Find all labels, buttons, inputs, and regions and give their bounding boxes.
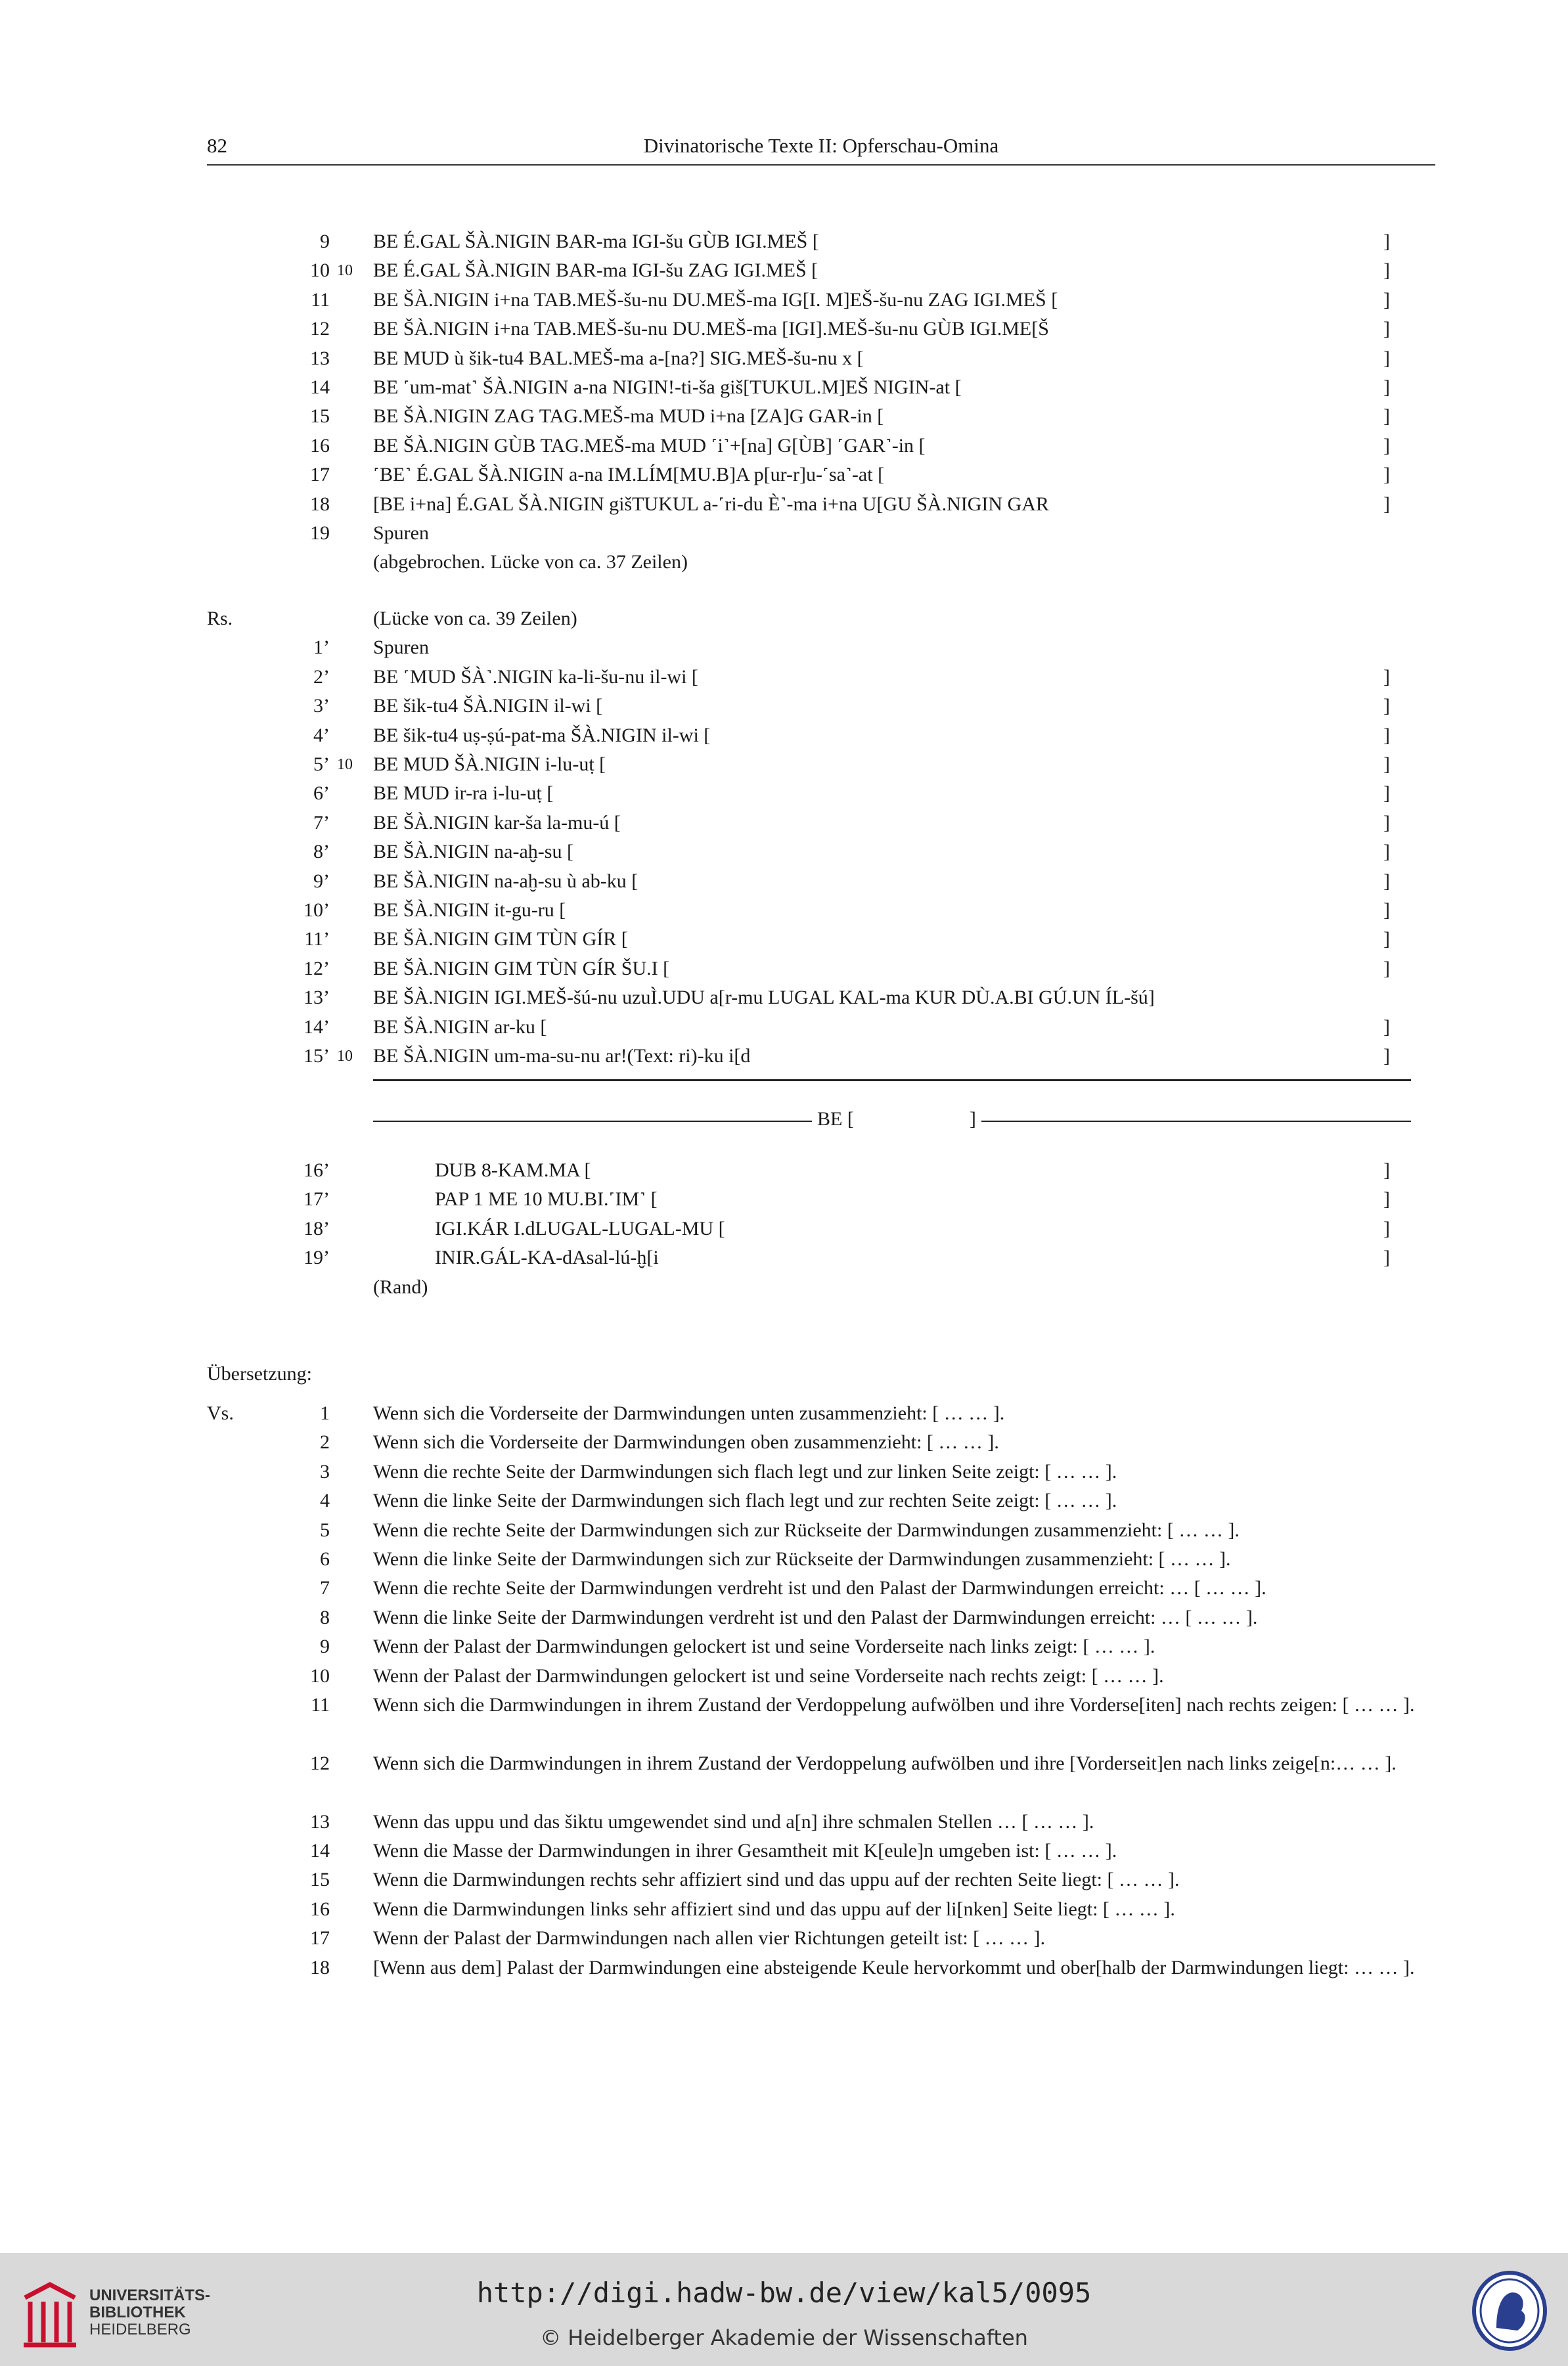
reverse-line <box>0 604 1568 633</box>
translation-line <box>0 1865 1568 1894</box>
transliteration-text: BE ŠÀ.NIGIN kar-ša la-mu-ú [ <box>373 811 621 834</box>
colophon-line <box>0 1185 1568 1214</box>
transliteration-text: DUB 8-KAM.MA [ <box>435 1159 591 1181</box>
transliteration-text: BE ŠÀ.NIGIN GÙB TAG.MEŠ-ma MUD ˹i˺+[na] G[ÙB] ˹GAR˺-in [ <box>373 434 926 457</box>
translation-heading-row <box>0 1360 1568 1389</box>
catchline-text: BE [ ] <box>817 1108 976 1130</box>
closing-bracket: ] <box>1383 288 1390 311</box>
reverse-line <box>0 721 1568 750</box>
colophon-line <box>0 1215 1568 1243</box>
catchline <box>373 1105 1411 1134</box>
transliteration-text: (Rand) <box>373 1276 428 1298</box>
closing-bracket: ] <box>1383 665 1390 688</box>
line-number: 19 <box>310 522 330 544</box>
translation-text: Wenn die linke Seite der Darmwindungen sich flach legt und zur rechten Seite zeigt: [ … … ]. <box>373 1490 1117 1512</box>
margin-marker: 10 <box>337 756 353 773</box>
reverse-line <box>0 750 1568 779</box>
transliteration-text: BE šik-tu4 uṣ-ṣú-pat-ma ŠÀ.NIGIN il-wi [ <box>373 724 711 746</box>
obverse-line <box>0 344 1568 373</box>
transliteration-text: BE MUD ŠÀ.NIGIN i-lu-uṭ [ <box>373 753 606 775</box>
transliteration-text: Spuren <box>373 522 429 544</box>
line-number: 19’ <box>303 1247 330 1269</box>
line-number: 18’ <box>303 1217 330 1239</box>
obverse-line <box>0 460 1568 489</box>
closing-bracket: ] <box>1383 1159 1390 1181</box>
transliteration-text: BE ŠÀ.NIGIN GIM TÙN GÍR [ <box>373 928 628 950</box>
line-number: 13’ <box>303 987 330 1009</box>
transliteration-text: BE MUD ù šik-tu4 BAL.MEŠ-ma a-[na?] SIG.MEŠ-šu-nu x [ <box>373 347 864 369</box>
translation-text: Wenn die rechte Seite der Darmwindungen sich zur Rückseite der Darmwindungen zusammenzieht: [ … … ]. <box>373 1519 1240 1541</box>
closing-bracket: ] <box>1383 899 1390 921</box>
line-number: 11 <box>311 288 330 311</box>
translation-line <box>0 1749 1568 1807</box>
obverse-line <box>0 227 1568 256</box>
translation-text: Wenn die Darmwindungen links sehr affiziert sind und das uppu auf der li[nken] Seite liegt: [ … … ]. <box>373 1898 1175 1920</box>
transliteration-text: BE ŠÀ.NIGIN IGI.MEŠ-šú-nu uzuÌ.UDU a[r-mu LUGAL KAL-ma KUR DÙ.A.BI GÚ.UN ÍL-šú] <box>373 987 1155 1009</box>
translation-line <box>0 1632 1568 1661</box>
reverse-line <box>0 867 1568 896</box>
transliteration-text: BE ŠÀ.NIGIN it-gu-ru [ <box>373 899 566 921</box>
section-label: Vs. <box>207 1402 234 1424</box>
closing-bracket: ] <box>1383 841 1390 863</box>
closing-bracket: ] <box>1383 928 1390 950</box>
line-number: 9 <box>320 1636 330 1658</box>
closing-bracket: ] <box>1383 464 1390 486</box>
transliteration-text: BE ˹MUD ŠÀ˺.NIGIN ka-li-šu-nu il-wi [ <box>373 665 698 688</box>
line-number: 17 <box>310 464 330 486</box>
reverse-line <box>0 809 1568 837</box>
translation-line <box>0 1545 1568 1574</box>
closing-bracket: ] <box>1383 1188 1390 1211</box>
translation-text: Wenn die Darmwindungen rechts sehr affiziert sind und das uppu auf der rechten Seite liegt: [ … … ]. <box>373 1869 1180 1891</box>
translation-line <box>0 1953 1568 2011</box>
translation-line <box>0 1516 1568 1545</box>
transliteration-text: BE ŠÀ.NIGIN GIM TÙN GÍR ŠU.I [ <box>373 957 670 979</box>
translation-line <box>0 1691 1568 1749</box>
transliteration-text: BE ŠÀ.NIGIN ar-ku [ <box>373 1016 547 1038</box>
copyright-notice: © Heidelberger Akademie der Wissenschaften <box>540 2325 1028 2350</box>
line-number: 11 <box>311 1694 330 1716</box>
line-number: 12’ <box>303 957 330 979</box>
reverse-line <box>0 1042 1568 1071</box>
closing-bracket: ] <box>1383 695 1390 717</box>
transliteration-text: (abgebrochen. Lücke von ca. 37 Zeilen) <box>373 551 688 573</box>
line-number: 3’ <box>313 695 330 717</box>
line-number: 3 <box>320 1460 330 1483</box>
translation-line <box>0 1486 1568 1515</box>
line-number: 9’ <box>313 870 330 892</box>
transliteration-text: BE MUD ir-ra i-lu-uṭ [ <box>373 782 554 805</box>
obverse-line <box>0 286 1568 315</box>
academy-seal-icon <box>1470 2269 1549 2353</box>
closing-bracket: ] <box>1383 811 1390 834</box>
translation-text: Wenn sich die Darmwindungen in ihrem Zustand der Verdoppelung aufwölben und ihre [Vorderseit]en nach links zeige[n:… … ]. <box>373 1752 1397 1774</box>
translation-text: Wenn die rechte Seite der Darmwindungen sich flach legt und zur linken Seite zeigt: [ … … ]. <box>373 1460 1117 1483</box>
line-number: 5 <box>320 1519 330 1541</box>
obverse-line <box>0 490 1568 519</box>
translation-text: Wenn der Palast der Darmwindungen gelockert ist und seine Vorderseite nach rechts zeigt: [ … … ]. <box>373 1664 1164 1687</box>
reverse-line <box>0 779 1568 808</box>
reverse-line <box>0 896 1568 925</box>
closing-bracket: ] <box>1383 724 1390 746</box>
translation-text: Wenn die rechte Seite der Darmwindungen verdreht ist und den Palast der Darmwindungen erreicht: … [ … … ]. <box>373 1577 1266 1599</box>
section-label: Rs. <box>207 608 233 629</box>
line-number: 6’ <box>313 782 330 805</box>
line-number: 6 <box>320 1548 330 1570</box>
reverse-line <box>0 837 1568 866</box>
line-number: 7 <box>320 1577 330 1599</box>
translation-text: Wenn die linke Seite der Darmwindungen sich zur Rückseite der Darmwindungen zusammenzieht: [ … … ]. <box>373 1548 1231 1570</box>
closing-bracket: ] <box>1383 405 1390 428</box>
colophon-line <box>0 1243 1568 1272</box>
closing-bracket: ] <box>1383 1247 1390 1269</box>
line-number: 16 <box>310 1898 330 1920</box>
line-number: 16 <box>310 434 330 457</box>
transliteration-text: (Lücke von ca. 39 Zeilen) <box>373 608 577 629</box>
translation-line <box>0 1895 1568 1924</box>
line-number: 13 <box>310 347 330 369</box>
obverse-line <box>0 256 1568 285</box>
line-number: 8’ <box>313 841 330 863</box>
line-number: 13 <box>310 1810 330 1833</box>
translation-line <box>0 1603 1568 1632</box>
line-number: 14 <box>310 376 330 398</box>
page-number: 82 <box>207 134 227 157</box>
line-number: 10 <box>310 259 330 282</box>
line-number: 2’ <box>313 665 330 688</box>
translation-line <box>0 1428 1568 1457</box>
line-number: 10’ <box>303 899 330 921</box>
translation-line <box>0 1924 1568 1953</box>
obverse-line <box>0 373 1568 402</box>
line-number: 18 <box>310 493 330 515</box>
line-number: 9 <box>320 231 330 252</box>
transliteration-text: BE ŠÀ.NIGIN i+na TAB.MEŠ-šu-nu DU.MEŠ-ma [IGI].MEŠ-šu-nu GÙB IGI.ME[Š <box>373 318 1049 340</box>
transliteration-text: INIR.GÁL-KA-dAsal-lú-ḫ[i <box>435 1247 659 1269</box>
transliteration-text: BE šik-tu4 ŠÀ.NIGIN il-wi [ <box>373 695 603 717</box>
transliteration-text: [BE i+na] É.GAL ŠÀ.NIGIN gišTUKUL a-˹ri-du È˺-ma i+na U[GU ŠÀ.NIGIN GAR <box>373 493 1049 515</box>
transliteration-text: IGI.KÁR I.dLUGAL-LUGAL-MU [ <box>435 1217 725 1239</box>
transliteration-text: BE ŠÀ.NIGIN i+na TAB.MEŠ-šu-nu DU.MEŠ-ma IG[I. M]EŠ-šu-nu ZAG IGI.MEŠ [ <box>373 288 1058 311</box>
footer-bar <box>0 2253 1568 2366</box>
reverse-line <box>0 954 1568 983</box>
transliteration-text: BE É.GAL ŠÀ.NIGIN BAR-ma IGI-šu GÙB IGI.MEŠ [ <box>373 231 819 252</box>
line-number: 12 <box>310 318 330 340</box>
transliteration-text: BE ŠÀ.NIGIN um-ma-su-nu ar!(Text: ri)-ku i[d <box>373 1045 751 1067</box>
closing-bracket: ] <box>1383 1016 1390 1038</box>
translation-text: Wenn sich die Vorderseite der Darmwindungen oben zusammenzieht: [ … … ]. <box>373 1431 999 1454</box>
translation-text: Wenn sich die Darmwindungen in ihrem Zustand der Verdoppelung aufwölben und ihre Vorderse[iten] nach rechts zeigen: [ … … ]. <box>373 1694 1415 1716</box>
closing-bracket: ] <box>1383 493 1390 515</box>
line-number: 12 <box>310 1752 330 1774</box>
closing-bracket: ] <box>1383 1045 1390 1067</box>
line-number: 2 <box>320 1431 330 1454</box>
reverse-line <box>0 925 1568 954</box>
line-number: 8 <box>320 1606 330 1628</box>
colophon-line <box>0 1156 1568 1185</box>
line-number: 14 <box>310 1840 330 1862</box>
line-number: 7’ <box>313 811 330 834</box>
translation-line <box>0 1574 1568 1603</box>
line-number: 17’ <box>303 1188 330 1211</box>
transliteration-text: BE ˹um-mat˺ ŠÀ.NIGIN a-na NIGIN!-ti-ša giš[TUKUL.M]EŠ NIGIN-at [ <box>373 376 962 398</box>
reverse-line <box>0 633 1568 662</box>
line-number: 18 <box>310 1956 330 1978</box>
closing-bracket: ] <box>1383 957 1390 979</box>
translation-text: Wenn der Palast der Darmwindungen gelockert ist und seine Vorderseite nach links zeigt: [ … … ]. <box>373 1636 1155 1658</box>
institution-name: UNIVERSITÄTS- BIBLIOTHEK HEIDELBERG <box>89 2287 211 2338</box>
translation-heading: Übersetzung: <box>207 1363 312 1385</box>
closing-bracket: ] <box>1383 434 1390 457</box>
obverse-line <box>0 519 1568 548</box>
margin-marker: 10 <box>337 1048 353 1065</box>
reverse-line <box>0 692 1568 721</box>
transliteration-text: Spuren <box>373 636 429 659</box>
line-number: 15’ <box>303 1045 330 1067</box>
reverse-line <box>0 1013 1568 1042</box>
colophon-line <box>0 1273 1568 1302</box>
reverse-line <box>0 663 1568 692</box>
line-number: 5’ <box>313 753 330 775</box>
translation-line <box>0 1808 1568 1837</box>
closing-bracket: ] <box>1383 376 1390 398</box>
translation-text: [Wenn aus dem] Palast der Darmwindungen eine absteigende Keule hervorkommt und ober[halb der Darmwindungen liegt: … … ]. <box>373 1956 1415 1978</box>
translation-text: Wenn die linke Seite der Darmwindungen verdreht ist und den Palast der Darmwindungen erreicht: … [ … … ]. <box>373 1606 1258 1628</box>
section-rule <box>373 1079 1411 1081</box>
closing-bracket: ] <box>1383 782 1390 805</box>
closing-bracket: ] <box>1383 231 1390 252</box>
line-number: 10 <box>310 1664 330 1687</box>
catchline-rule-left <box>373 1121 812 1122</box>
obverse-line <box>0 548 1568 577</box>
line-number: 1 <box>320 1402 330 1424</box>
running-header <box>207 131 1435 166</box>
line-number: 15 <box>310 405 330 428</box>
closing-bracket: ] <box>1383 1217 1390 1239</box>
translation-line <box>0 1837 1568 1865</box>
transliteration-text: BE ŠÀ.NIGIN na-aḫ-su ù ab-ku [ <box>373 870 638 892</box>
closing-bracket: ] <box>1383 753 1390 775</box>
translation-text: Wenn die Masse der Darmwindungen in ihrer Gesamtheit mit K[eule]n umgeben ist: [ … … ]. <box>373 1840 1117 1862</box>
closing-bracket: ] <box>1383 318 1390 340</box>
line-number: 14’ <box>303 1016 330 1038</box>
transliteration-text: BE ŠÀ.NIGIN ZAG TAG.MEŠ-ma MUD i+na [ZA]G GAR-in [ <box>373 405 884 428</box>
transliteration-text: ˹BE˺ É.GAL ŠÀ.NIGIN a-na IM.LÍM[MU.B]A p[ur-r]u-˹sa˺-at [ <box>373 464 885 486</box>
line-number: 15 <box>310 1869 330 1891</box>
translation-text: Wenn sich die Vorderseite der Darmwindungen unten zusammenzieht: [ … … ]. <box>373 1402 1005 1424</box>
reverse-line <box>0 983 1568 1012</box>
line-number: 4’ <box>313 724 330 746</box>
translation-text: Wenn das uppu und das šiktu umgewendet sind und a[n] ihre schmalen Stellen … [ … … ]. <box>373 1810 1094 1833</box>
obverse-line <box>0 315 1568 344</box>
line-number: 4 <box>320 1490 330 1512</box>
closing-bracket: ] <box>1383 870 1390 892</box>
line-number: 1’ <box>313 636 330 659</box>
closing-bracket: ] <box>1383 347 1390 369</box>
running-title: Divinatorische Texte II: Opferschau-Omina <box>643 134 999 157</box>
obverse-line <box>0 402 1568 431</box>
margin-marker: 10 <box>337 262 353 280</box>
transliteration-text: PAP 1 ME 10 MU.BI.˹IM˺ [ <box>435 1188 658 1211</box>
line-number: 11’ <box>304 928 330 950</box>
line-number: 17 <box>310 1927 330 1950</box>
obverse-line <box>0 432 1568 460</box>
closing-bracket: ] <box>1383 259 1390 282</box>
line-number: 16’ <box>303 1159 330 1181</box>
translation-line <box>0 1399 1568 1428</box>
transliteration-text: BE É.GAL ŠÀ.NIGIN BAR-ma IGI-šu ZAG IGI.MEŠ [ <box>373 259 818 282</box>
permalink-url[interactable]: http://digi.hadw-bw.de/view/kal5/0095 <box>476 2277 1092 2309</box>
translation-text: Wenn der Palast der Darmwindungen nach allen vier Richtungen geteilt ist: [ … … ]. <box>373 1927 1046 1950</box>
transliteration-text: BE ŠÀ.NIGIN na-aḫ-su [ <box>373 841 573 863</box>
translation-line <box>0 1662 1568 1691</box>
translation-line <box>0 1458 1568 1486</box>
catchline-rule-right <box>981 1121 1411 1122</box>
